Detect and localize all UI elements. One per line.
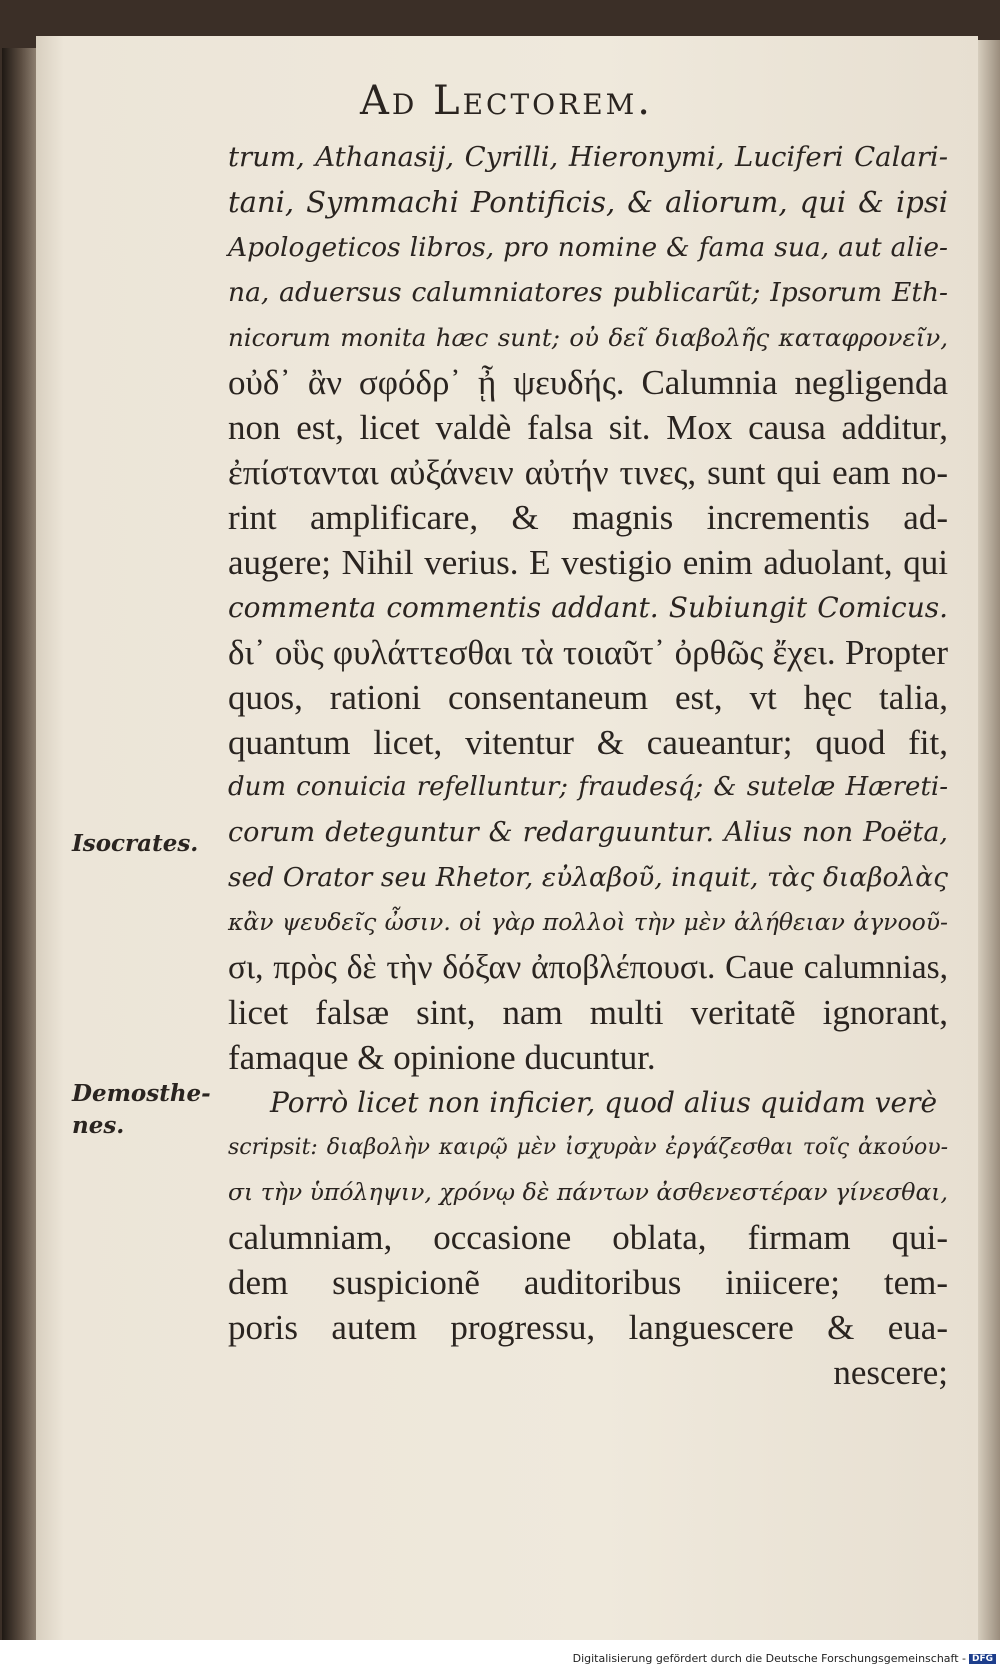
main-text xyxy=(228,135,948,1395)
text-line: famaque & opinione ducuntur. xyxy=(228,1038,656,1077)
text-line: augere; Nihil verius. E vestigio enim aduolant, qui xyxy=(228,543,948,582)
text-line: corum deteguntur & redarguuntur. Alius non Poëta, xyxy=(228,817,948,848)
margin-note-demosthenes-2: nes. xyxy=(72,1112,125,1139)
text-line: non est, licet valdè falsa sit. Mox causa additur, xyxy=(228,408,948,447)
text-line: poris autem progressu, languescere & eua- xyxy=(228,1308,948,1347)
text-line: na, aduersus calumniatores publicarũt; Ipsorum Eth- xyxy=(228,277,948,308)
text-line: dum conuicia refelluntur; fraudesq́; & sutelæ Hæreti- xyxy=(228,772,948,802)
text-line: rint amplificare, & magnis incrementis ad- xyxy=(228,498,948,537)
text-line: dem suspicionẽ auditoribus iniicere; tem- xyxy=(228,1263,948,1302)
digitization-credit xyxy=(550,1652,996,1668)
text-line: sed Orator seu Rhetor, εὐλαβοῦ, inquit, τὰς διαβολὰς xyxy=(228,862,948,893)
text-line: calumniam, occasione oblata, firmam qui- xyxy=(228,1218,948,1257)
margin-note-isocrates: Isocrates. xyxy=(72,830,199,857)
text-line: tani, Symmachi Pontificis, & aliorum, qui & ipsi xyxy=(228,185,948,219)
text-line: commenta commentis addant. Subiungit Comicus. xyxy=(228,591,948,624)
credit-text: Digitalisierung gefördert durch die Deutsche Forschungsgemeinschaft - xyxy=(572,1652,966,1665)
dfg-logo: DFG xyxy=(969,1654,996,1664)
text-line: δι᾽ οὓς φυλάττεσθαι τὰ τοιαῦτ᾽ ὀρθῶς ἔχει. Propter xyxy=(228,633,948,672)
text-line: nicorum monita hæc sunt; οὐ δεῖ διαβολῆς καταφρονεῖν, xyxy=(228,323,948,352)
text-line: Porrò licet non inficier, quod alius quidam verè xyxy=(270,1086,938,1119)
book-edge-right xyxy=(978,40,1000,1640)
text-line: trum, Athanasij, Cyrilli, Hieronymi, Luciferi Calari- xyxy=(228,141,948,173)
text-line: σι τὴν ὑπόληψιν, χρόνῳ δὲ πάντων ἀσθενεστέραν γίνεσθαι, xyxy=(228,1178,948,1206)
text-line: ἐπίστανται αὐξάνειν αὐτήν τινες, sunt qui eam no- xyxy=(228,453,948,492)
text-line: οὐδ᾽ ἂν σφόδρ᾽ ᾖ ψευδής. Calumnia negligenda xyxy=(228,363,948,402)
book-edge-left xyxy=(2,48,36,1640)
margin-note-demosthenes-1: Demosthe- xyxy=(72,1080,211,1107)
text-line: quantum licet, vitentur & caueantur; quod fit, xyxy=(228,723,948,762)
text-line: nescere; xyxy=(833,1353,948,1392)
text-line: quos, rationi consentaneum est, vt hęc talia, xyxy=(228,678,948,717)
running-head: Ad Lectorem. xyxy=(360,78,654,124)
text-line: licet falsæ sint, nam multi veritatẽ ignorant, xyxy=(228,993,948,1032)
text-line: Apologeticos libros, pro nomine & fama sua, aut alie- xyxy=(228,232,948,263)
text-line: σι, πρὸς δὲ τὴν δόξαν ἀποβλέπουσι. Caue calumnias, xyxy=(228,949,948,986)
text-line: κἂν ψευδεῖς ὦσιν. οἱ γὰρ πολλοὶ τὴν μὲν ἀλήθειαν ἀγνοοῦ- xyxy=(228,908,948,936)
text-line: scripsit: διαβολὴν καιρῷ μὲν ἰσχυρὰν ἐργάζεσθαι τοῖς ἀκούου- xyxy=(228,1135,948,1160)
